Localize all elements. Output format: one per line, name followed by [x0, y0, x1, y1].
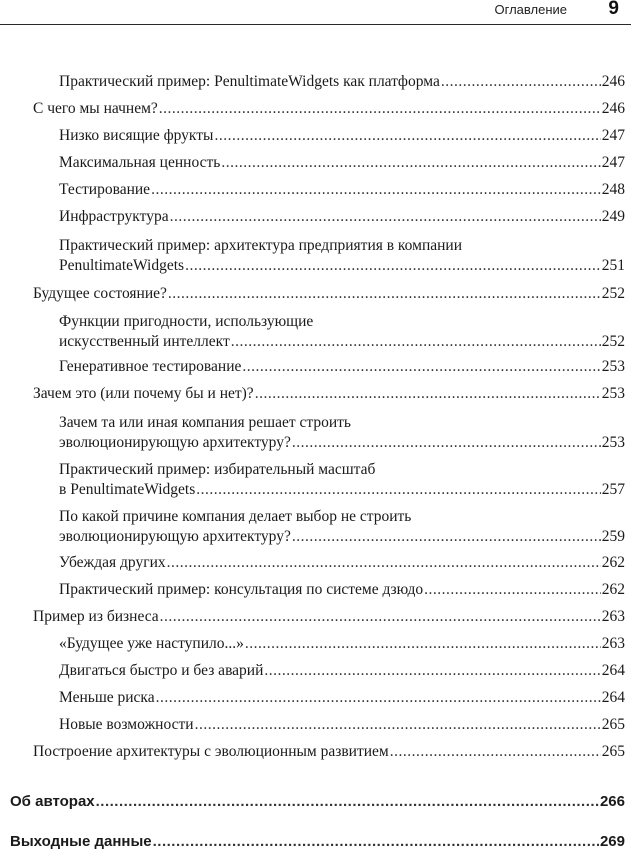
toc-entry-title: искусственный интеллект [59, 333, 230, 350]
toc-entry-title-line1: Зачем та или иная компания решает строить [59, 414, 352, 431]
toc-entry-title-line1: Функции пригодности, использующие [59, 313, 314, 330]
toc-entry-page: 262 [601, 554, 625, 571]
toc-entry-page: 247 [601, 127, 625, 144]
running-header [0, 0, 631, 25]
toc-entry[interactable] [59, 153, 625, 173]
dot-leader [167, 553, 601, 573]
toc-chapter[interactable] [10, 792, 625, 812]
dot-leader [159, 99, 601, 119]
toc-chapter[interactable] [10, 832, 625, 852]
toc-entry-title: Двигаться быстро и без аварий [59, 662, 264, 679]
toc-entry-page: 246 [601, 73, 625, 90]
toc-entry-title: Практический пример: PenultimateWidgets как платформа [59, 73, 440, 90]
toc-entry-page: 264 [601, 689, 625, 706]
toc-entry[interactable] [59, 312, 625, 352]
toc-entry-title: Пример из бизнеса [33, 608, 159, 625]
dot-leader [264, 661, 600, 681]
toc-entry-page: 265 [601, 743, 625, 760]
toc-entry[interactable] [59, 357, 625, 377]
toc-entry-title: Убеждая других [59, 554, 166, 571]
toc-entry-title: PenultimateWidgets [59, 257, 185, 274]
toc-entry[interactable] [59, 661, 625, 681]
toc-entry[interactable] [59, 460, 625, 500]
toc-entry[interactable] [59, 207, 625, 227]
dot-leader [221, 153, 600, 173]
toc-entry-title-line1: По какой причине компания делает выбор не строить [59, 508, 412, 525]
toc-entry-page: 252 [601, 333, 625, 350]
dot-leader [390, 742, 601, 762]
toc-entry-title: Тестирование [59, 181, 151, 198]
toc-entry[interactable] [59, 180, 625, 200]
dot-leader [441, 72, 601, 92]
dot-leader [424, 580, 601, 600]
toc-entry[interactable] [59, 507, 625, 547]
header-page-number: 9 [608, 0, 619, 19]
dot-leader [196, 480, 600, 500]
dot-leader [160, 607, 601, 627]
toc-entry-page: 264 [601, 662, 625, 679]
toc-entry-title: «Будущее уже наступило...» [59, 635, 244, 652]
toc-entry-title-line1: Практический пример: избирательный масштаб [59, 461, 376, 478]
toc-entry-page: 266 [599, 793, 625, 810]
toc-entry-page: 263 [601, 635, 625, 652]
toc-entry-page: 265 [601, 716, 625, 733]
toc-entry-title-line1: Практический пример: архитектура предприятия в компании [59, 237, 462, 254]
toc-entry[interactable] [33, 284, 625, 304]
toc-entry-page: 247 [601, 154, 625, 171]
toc-entry[interactable] [59, 553, 625, 573]
toc-entry-page: 263 [601, 608, 625, 625]
toc-entry-page: 248 [601, 181, 625, 198]
dot-leader [231, 332, 601, 352]
dot-leader [245, 634, 601, 654]
toc-entry-page: 253 [601, 385, 625, 402]
toc-entry-page: 269 [599, 833, 625, 850]
toc-entry-title: эволюционирующую архитектуру? [59, 528, 291, 545]
dot-leader [170, 207, 601, 227]
toc-entry-page: 253 [601, 358, 625, 375]
toc-entry-title: Будущее состояние? [33, 285, 167, 302]
dot-leader [96, 792, 599, 812]
toc-entry[interactable] [59, 580, 625, 600]
toc-entry[interactable] [59, 72, 625, 92]
dot-leader [151, 180, 601, 200]
toc-entry-title: Низко висящие фрукты [59, 127, 214, 144]
toc-entry[interactable] [59, 126, 625, 146]
toc-entry-page: 262 [601, 581, 625, 598]
toc-entry-title: Практический пример: консультация по системе дзюдо [59, 581, 424, 598]
toc-entry-page: 249 [601, 208, 625, 225]
toc-entry-page: 259 [601, 528, 625, 545]
toc-entry[interactable] [59, 413, 625, 453]
toc-entry[interactable] [33, 99, 625, 119]
toc-entry-page: 252 [601, 285, 625, 302]
dot-leader [195, 715, 601, 735]
dot-leader [185, 256, 601, 276]
toc-entry-title: Об авторах [10, 793, 95, 810]
toc-entry-title: Меньше риска [59, 689, 155, 706]
toc-entry-page: 257 [601, 481, 625, 498]
header-title: Оглавление [494, 2, 567, 17]
toc-entry-title: Генеративное тестирование [59, 358, 242, 375]
dot-leader [168, 284, 601, 304]
toc-entry[interactable] [33, 384, 625, 404]
dot-leader [292, 527, 601, 547]
toc-entry[interactable] [59, 634, 625, 654]
toc-entry-title: С чего мы начнем? [33, 100, 158, 117]
dot-leader [153, 832, 599, 852]
toc-entry-title: эволюционирующую архитектуру? [59, 434, 291, 451]
toc-entry-title: Построение архитектуры с эволюционным развитием [33, 743, 389, 760]
toc-entry[interactable] [33, 607, 625, 627]
toc-entry-page: 253 [601, 434, 625, 451]
toc-entry-title: Зачем это (или почему бы и нет)? [33, 385, 254, 402]
dot-leader [242, 357, 600, 377]
toc-entry[interactable] [59, 688, 625, 708]
toc-entry-title: Новые возможности [59, 716, 194, 733]
toc-entry-page: 246 [601, 100, 625, 117]
dot-leader [156, 688, 601, 708]
toc-entry-title: Инфраструктура [59, 208, 169, 225]
toc-entry-title: Выходные данные [10, 833, 152, 850]
dot-leader [255, 384, 601, 404]
toc-entry-title: в PenultimateWidgets [59, 481, 196, 498]
toc-entry-title: Максимальная ценность [59, 154, 221, 171]
toc-entry[interactable] [59, 715, 625, 735]
dot-leader [292, 433, 601, 453]
toc-entry-page: 251 [601, 257, 625, 274]
dot-leader [214, 126, 600, 146]
toc-entry[interactable] [59, 236, 625, 276]
toc-entry[interactable] [33, 742, 625, 762]
